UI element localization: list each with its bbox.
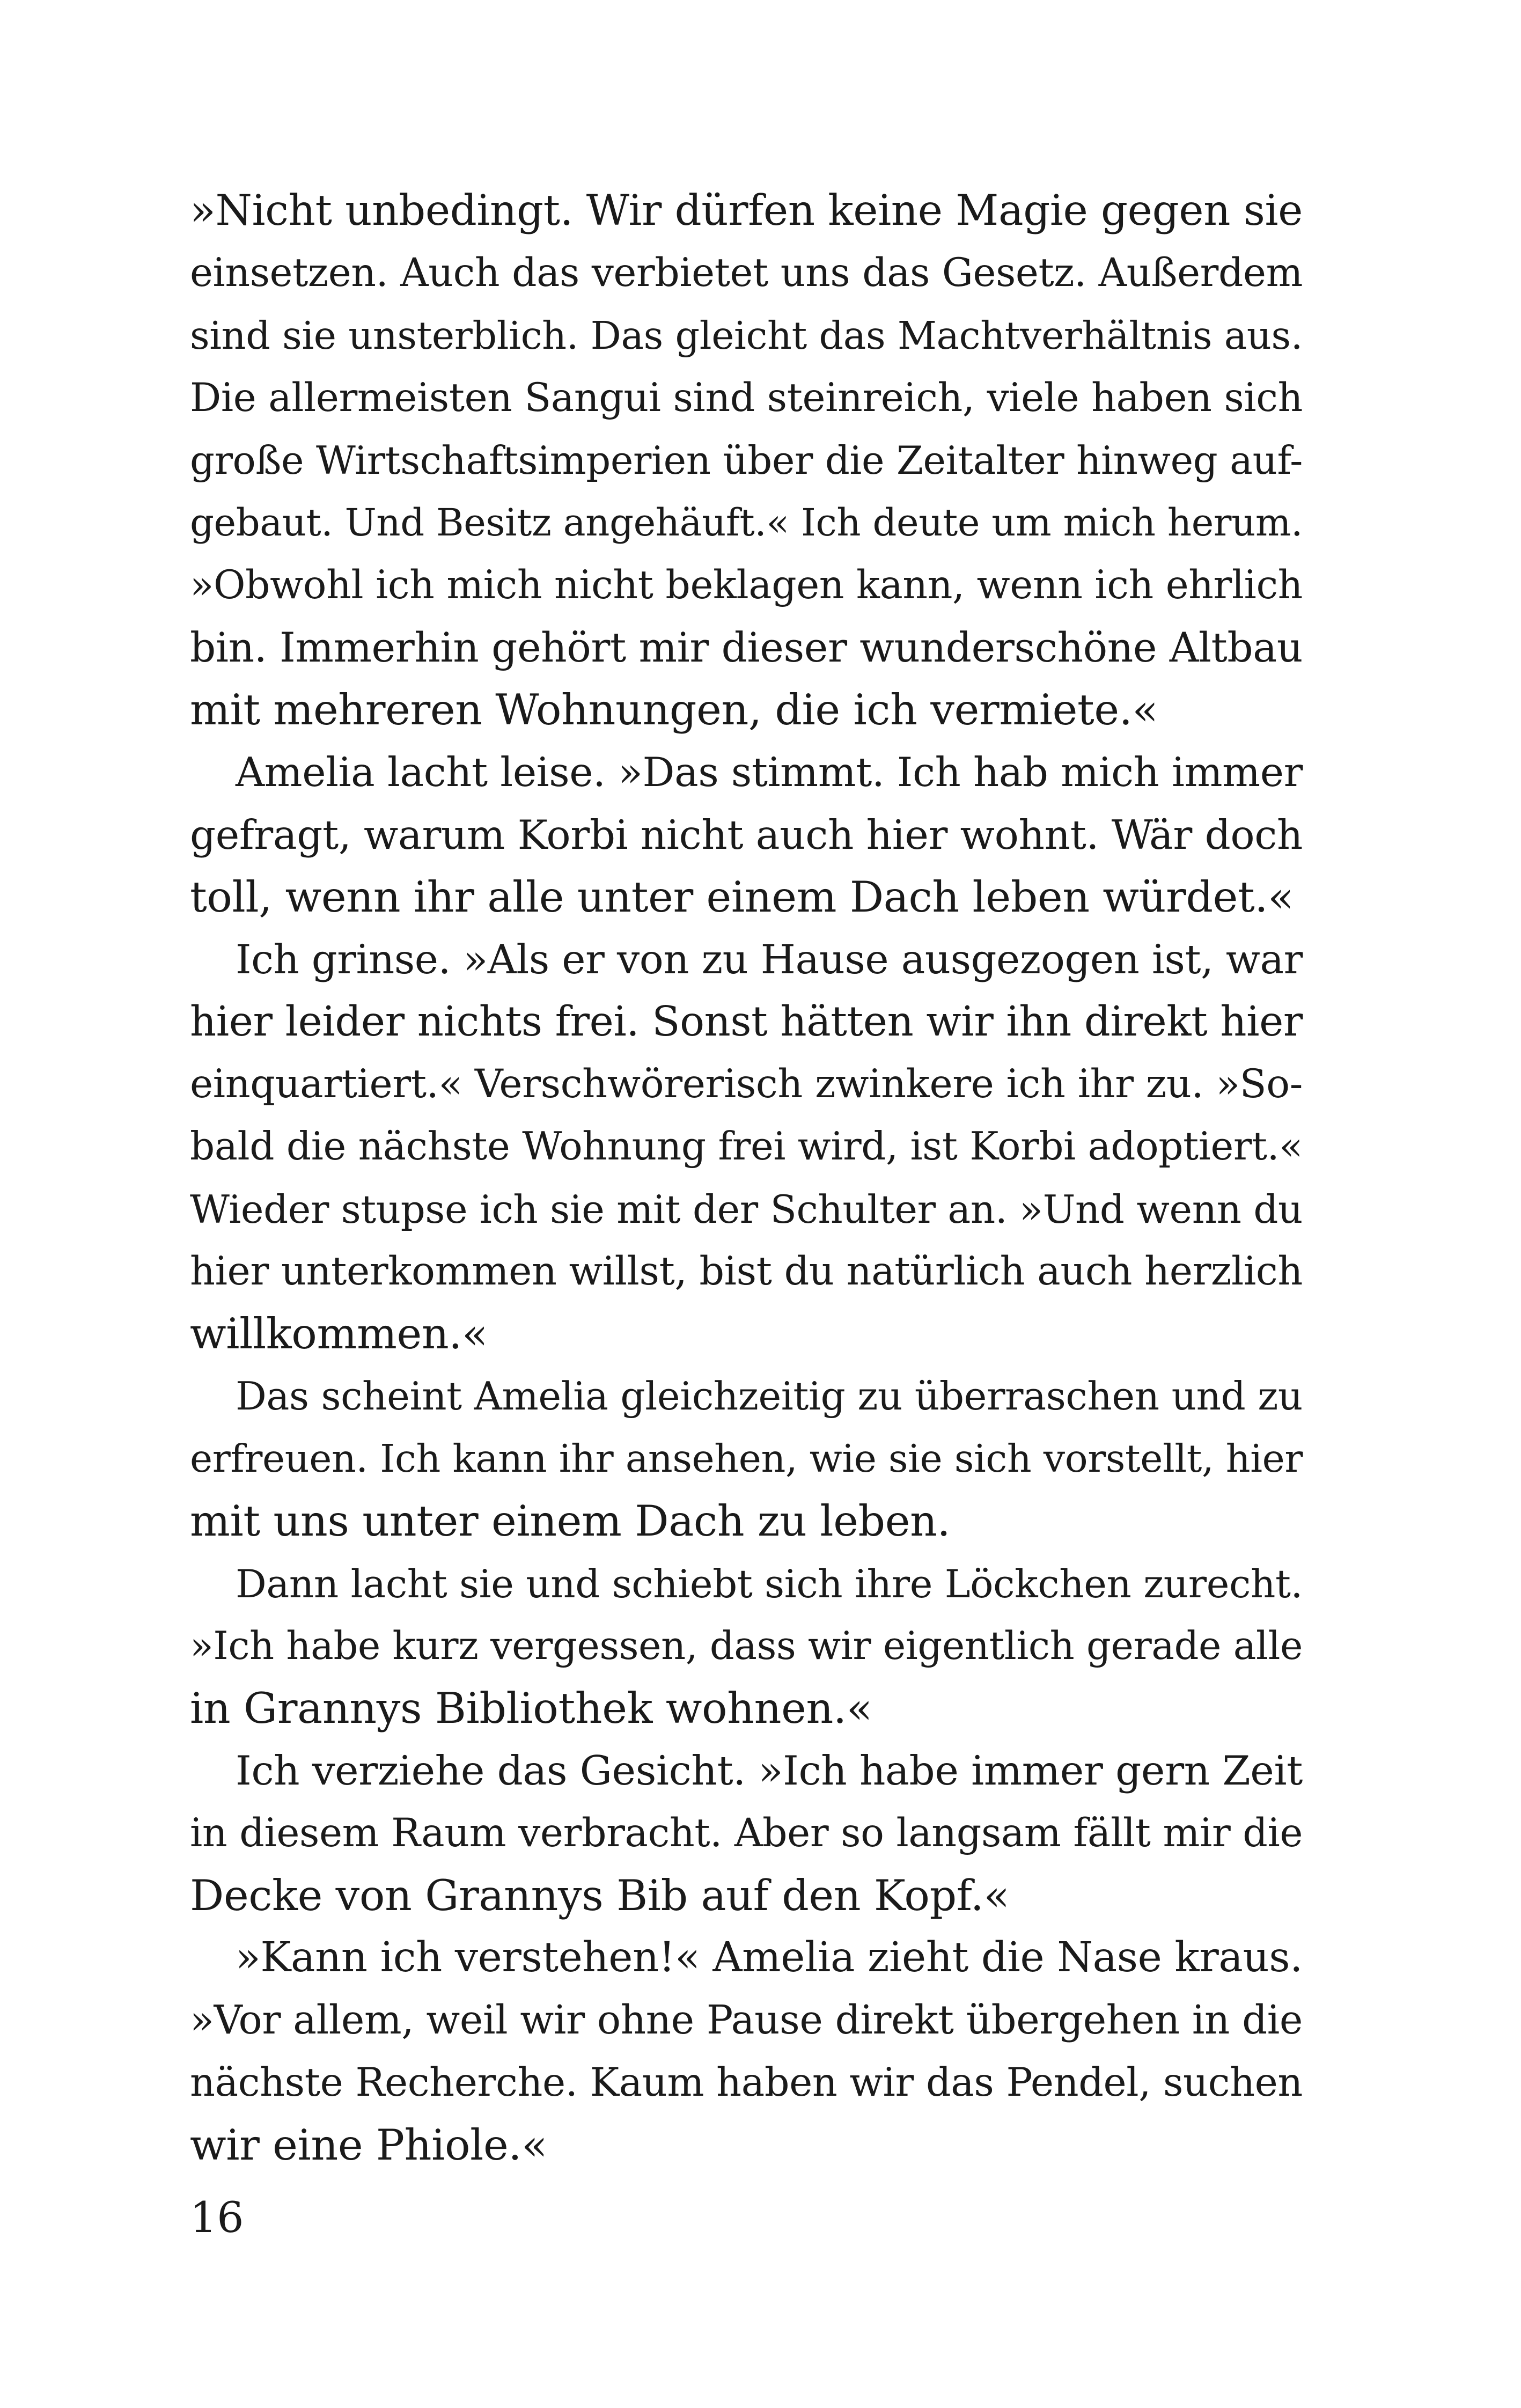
text-line: hier unterkommen willst, bist du natürlich auch herzlich	[190, 1249, 1303, 1295]
text-line: toll, wenn ihr alle unter einem Dach leben würdet.«	[190, 872, 1294, 922]
text-line: in diesem Raum verbracht. Aber so langsam fällt mir die	[190, 1810, 1303, 1856]
text-line: »Ich habe kurz vergessen, dass wir eigentlich gerade alle	[190, 1623, 1303, 1668]
body-text	[190, 180, 1303, 2177]
text-line: einquartiert.« Verschwörerisch zwinkere ich ihr zu. »So-	[190, 1061, 1303, 1107]
text-line: mit mehreren Wohnungen, die ich vermiete.«	[190, 685, 1158, 735]
text-line: willkommen.«	[190, 1309, 488, 1359]
text-line: bin. Immerhin gehört mir dieser wunderschöne Altbau	[190, 624, 1303, 672]
text-line: Dann lacht sie und schiebt sich ihre Löckchen zurecht.	[236, 1561, 1303, 1606]
text-line: große Wirtschaftsimperien über die Zeitalter hinweg auf-	[190, 438, 1303, 483]
text-line: Ich grinse. »Als er von zu Hause ausgezogen ist, war	[236, 936, 1303, 983]
text-line: erfreuen. Ich kann ihr ansehen, wie sie sich vorstellt, hier	[190, 1436, 1303, 1481]
text-line: wir eine Phiole.«	[190, 2120, 548, 2170]
text-line: Ich verziehe das Gesicht. »Ich habe immer gern Zeit	[236, 1747, 1303, 1795]
text-line: »Obwohl ich mich nicht beklagen kann, wenn ich ehrlich	[190, 562, 1303, 608]
text-line: hier leider nichts frei. Sonst hätten wir ihn direkt hier	[190, 997, 1303, 1046]
text-line: Decke von Grannys Bib auf den Kopf.«	[190, 1871, 1010, 1921]
text-line: gefragt, warum Korbi nicht auch hier wohnt. Wär doch	[190, 811, 1303, 858]
text-line: nächste Recherche. Kaum haben wir das Pendel, suchen	[190, 2059, 1303, 2105]
text-line: Amelia lacht leise. »Das stimmt. Ich hab mich immer	[236, 748, 1303, 796]
text-line: bald die nächste Wohnung frei wird, ist Korbi adoptiert.«	[190, 1124, 1303, 1170]
text-line: Das scheint Amelia gleichzeitig zu überraschen und zu	[236, 1374, 1303, 1419]
text-line: »Vor allem, weil wir ohne Pause direkt übergehen in die	[190, 1997, 1303, 2043]
text-line: mit uns unter einem Dach zu leben.	[190, 1496, 951, 1546]
text-line: »Kann ich verstehen!« Amelia zieht die Nase kraus.	[236, 1934, 1303, 1982]
text-line: einsetzen. Auch das verbietet uns das Gesetz. Außerdem	[190, 251, 1303, 296]
text-line: in Grannys Bibliothek wohnen.«	[190, 1684, 872, 1734]
text-line: sind sie unsterblich. Das gleicht das Machtverhältnis aus.	[190, 313, 1303, 358]
text-line: gebaut. Und Besitz angehäuft.« Ich deute um mich herum.	[190, 501, 1303, 545]
text-line: Wieder stupse ich sie mit der Schulter an. »Und wenn du	[190, 1186, 1303, 1232]
page-number: 16	[190, 2193, 244, 2242]
text-line: »Nicht unbedingt. Wir dürfen keine Magie gegen sie	[190, 186, 1303, 235]
text-line: Die allermeisten Sangui sind steinreich, viele haben sich	[190, 375, 1303, 421]
